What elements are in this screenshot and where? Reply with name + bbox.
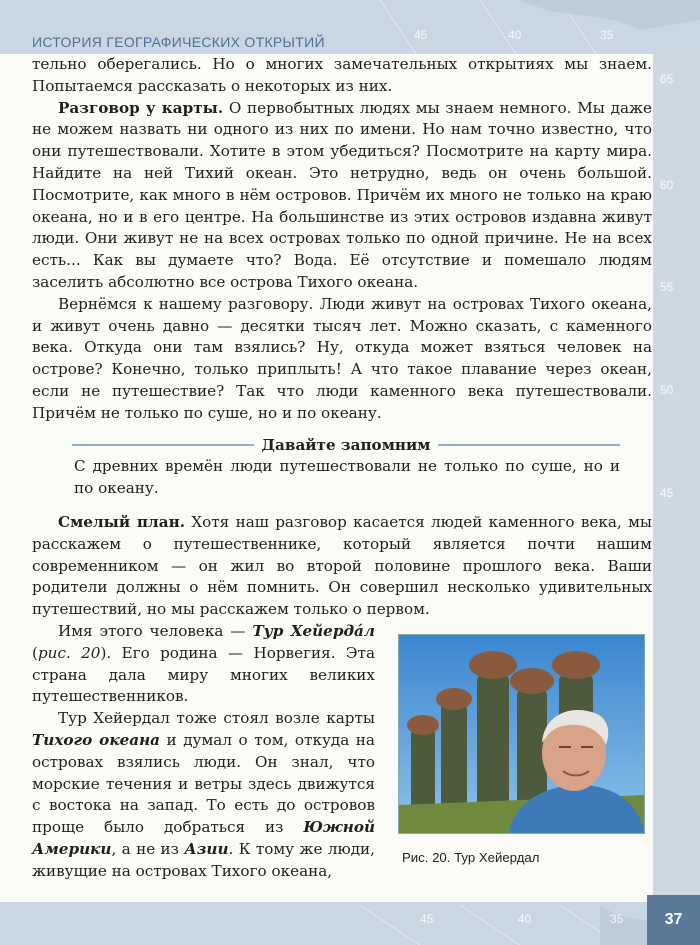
section-heading: Смелый план.: [58, 512, 185, 531]
map-grid-label: 45: [420, 912, 434, 926]
remember-text: С древних времён люди путешествовали не только по суше, но и по океану.: [74, 457, 620, 498]
section-heading: Разговор у карты.: [58, 98, 224, 117]
paragraph: Вернёмся к нашему разговору. Люди живут на островах Тихого океана, и живут очень давно — десятки тысяч лет. Можно сказать, с каменного века. Откуда они там взялись? Ну, откуда может взяться человек на острове? Конечно, только приплыть! А что такое плавание через океан, если не путешествие? Так что люди каменного века путешествовали. Причём не только по суше, но и по океану.: [32, 294, 652, 422]
paragraph: Тур Хейердал тоже стоял возле карты Тихого океана и думал о том, откуда на островах взялись люди. Он знал, что морские течения и ветры здесь движутся с востока на запад. То есть до островов проще было добраться из Южной Америки, а не из Азии. К тому же люди, живущие на островах Тихого океана,: [32, 709, 375, 880]
remember-box: [72, 435, 620, 500]
paragraph: тельно оберегались. Но о многих замечательных открытиях мы знаем. Попытаемся рассказать о некоторых из них.: [32, 55, 652, 95]
map-grid-label: 65: [660, 72, 674, 86]
map-grid-label: 35: [600, 28, 614, 42]
figure-photo: [398, 634, 645, 834]
map-grid-label: 40: [508, 28, 522, 42]
divider: [438, 444, 620, 446]
page-number: 37: [647, 895, 700, 945]
map-grid-label: 45: [414, 28, 428, 42]
paragraph: Имя этого человека — Тур Хейердáл (рис. 20). Его родина — Норвегия. Эта страна дала миру многих великих путешественников.: [32, 621, 376, 706]
map-grid-label: 35: [610, 912, 624, 926]
map-grid-label: 45: [660, 486, 674, 500]
running-header: ИСТОРИЯ ГЕОГРАФИЧЕСКИХ ОТКРЫТИЙ: [32, 34, 325, 50]
map-grid-label: 50: [660, 383, 674, 397]
divider: [72, 444, 254, 446]
paragraph-bold-plan: Смелый план. Хотя наш разговор касается людей каменного века, мы расскажем о путешественнике, который является почти нашим современником — он жил во второй половине прошлого века. Ваши родители должны о нём помнить. Он совершил несколько удивительных путешествий, но мы расскажем только о первом.: [32, 512, 652, 619]
paragraph-conversation: Разговор у карты. О первобытных людях мы знаем немного. Мы даже не можем назвать ни одного из них по имени. Но нам точно известно, что они путешествовали. Хотите в этом убедиться? Посмотрите на карту мира. Найдите на ней Тихий океан. Это нетрудно, ведь он очень большой. Посмотрите, как много в нём островов. Причём их много не только на краю океана, но и в его центре. На большинстве из этих островов издавна живут люди. Они живут не на всех островах только по одной причине. Не на всех есть... Как вы думаете что? Вода. Её отсутствие и помешало людям заселить абсолютно все острова Тихого океана.: [32, 98, 652, 291]
text-column: [32, 621, 375, 883]
remember-title: Давайте запомним: [261, 435, 431, 454]
map-grid-label: 40: [518, 912, 532, 926]
map-grid-label: 55: [660, 280, 674, 294]
map-grid-label: 60: [660, 178, 674, 192]
figure-caption: Рис. 20. Тур Хейердал: [402, 850, 540, 865]
